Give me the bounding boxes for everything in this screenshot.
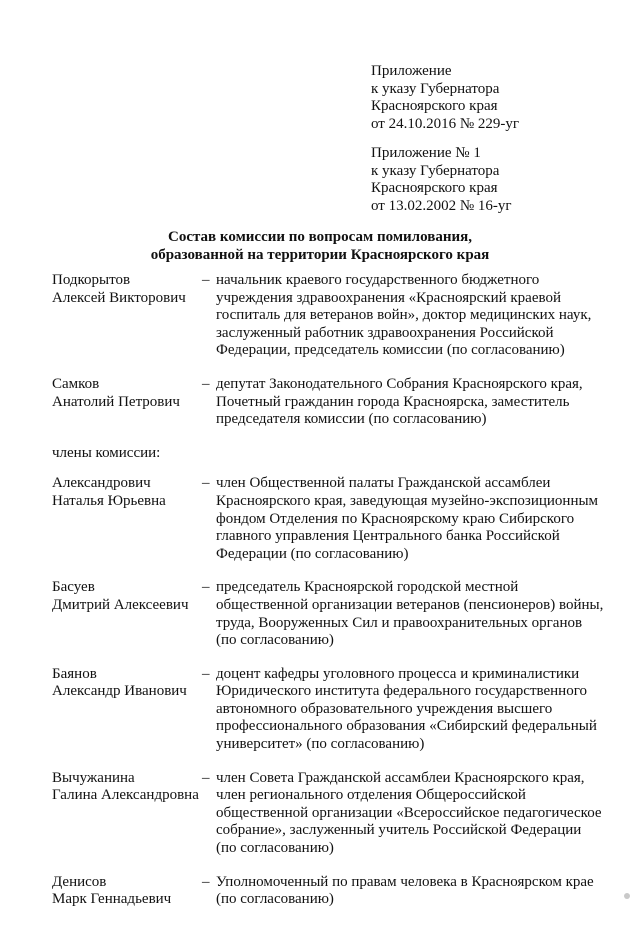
member-position-line: собрание», заслуженный учитель Российской Федерации	[216, 822, 582, 839]
member-position-line: член регионального отделения Общероссийской	[216, 787, 526, 804]
member-position-line: Федерации, председатель комиссии (по согласованию)	[216, 342, 565, 359]
member-name	[52, 666, 202, 754]
member-entry	[52, 770, 612, 858]
title-line: образованной на территории Красноярского края	[150, 247, 490, 263]
member-name-line: Алексей Викторович	[52, 289, 186, 306]
member-position-line: заслуженный работник здравоохранения Российской	[216, 324, 554, 341]
dash-separator: –	[202, 873, 210, 890]
member-position-line: доцент кафедры уголовного процесса и криминалистики	[216, 665, 580, 682]
member-name-line: Дмитрий Алексеевич	[52, 596, 189, 613]
member-name-line: Самков	[52, 375, 100, 392]
appendix-line: от 24.10.2016 № 229-уг	[371, 115, 520, 132]
member-name	[52, 579, 202, 649]
member-name-line: Подкорытов	[52, 272, 131, 288]
members-section-label: члены комиссии:	[52, 444, 161, 461]
commission-members	[52, 475, 612, 908]
member-position-line: (по согласованию)	[216, 632, 334, 649]
appendix-line: к указу Губернатора	[371, 80, 500, 97]
member-position-line: начальник краевого государственного бюджетного	[216, 272, 540, 288]
member-name	[52, 770, 202, 858]
appendix-line: к указу Губернатора	[371, 162, 500, 179]
member-name-line: Басуев	[52, 579, 95, 596]
dash-separator: –	[202, 272, 210, 288]
member-position	[216, 272, 612, 360]
member-name	[52, 874, 202, 909]
member-position	[216, 874, 612, 909]
member-position-line: (по согласованию)	[216, 840, 334, 857]
member-position-line: член Общественной палаты Гражданской ассамблеи	[216, 475, 551, 492]
member-entry	[52, 376, 612, 429]
appendix-line: Приложение № 1	[371, 145, 481, 161]
member-name-line: Марк Геннадьевич	[52, 891, 172, 908]
member-position	[216, 579, 612, 649]
member-position-line: госпиталь для ветеранов войн», доктор медицинских наук,	[216, 307, 592, 324]
member-name	[52, 376, 202, 429]
commission-leaders	[52, 272, 612, 429]
dash-separator: –	[202, 475, 210, 492]
member-position-line: Красноярского края, заведующая музейно-экспозиционным	[216, 492, 599, 509]
document-title	[0, 228, 640, 264]
member-name-line: Галина Александровна	[52, 787, 199, 804]
member-position-line: (по согласованию)	[216, 891, 334, 908]
member-name-line: Наталья Юрьевна	[52, 492, 166, 509]
member-name-line: Вычужанина	[52, 769, 135, 786]
member-entry	[52, 666, 612, 754]
member-entry	[52, 874, 612, 909]
member-position-line: председателя комиссии (по согласованию)	[216, 411, 487, 428]
member-position-line: депутат Законодательного Собрания Красноярского края,	[216, 375, 583, 392]
member-position-line: член Совета Гражданской ассамблеи Красноярского края,	[216, 769, 585, 786]
member-position	[216, 666, 612, 754]
member-position-line: университет» (по согласованию)	[216, 736, 425, 753]
member-name-line: Баянов	[52, 665, 97, 682]
appendix-line: Красноярского края	[371, 180, 498, 197]
member-name-line: Александр Иванович	[52, 683, 187, 700]
member-position	[216, 376, 612, 429]
member-position-line: Федерации (по согласованию)	[216, 545, 409, 562]
member-position-line: учреждения здравоохранения «Красноярский краевой	[216, 289, 561, 306]
dash-separator: –	[202, 375, 210, 392]
member-entry	[52, 272, 612, 360]
member-position-line: общественной организации ветеранов (пенсионеров) войны,	[216, 596, 604, 613]
member-entry	[52, 475, 612, 563]
member-name	[52, 272, 202, 360]
member-position-line: общественной организации «Всероссийское педагогическое	[216, 804, 602, 821]
member-position-line: фондом Отделения по Красноярскому краю Сибирского	[216, 510, 575, 527]
member-name-line: Денисов	[52, 873, 107, 890]
appendix-original-decree	[371, 145, 631, 215]
member-position	[216, 770, 612, 858]
member-position-line: главного управления Центрального банка Российской	[216, 528, 560, 545]
member-position-line: председатель Красноярской городской местной	[216, 579, 519, 596]
member-name-line: Анатолий Петрович	[52, 393, 180, 410]
dash-separator: –	[202, 769, 210, 786]
member-position-line: профессионального образования «Сибирский федеральный	[216, 718, 597, 735]
dash-separator: –	[202, 579, 210, 596]
member-name-line: Александрович	[52, 475, 151, 492]
member-position-line: Юридического института федерального государственного	[216, 683, 587, 700]
appendix-line: Красноярского края	[371, 98, 498, 115]
appendix-line: от 13.02.2002 № 16-уг	[371, 197, 512, 214]
page-corner-mark	[624, 893, 630, 899]
member-position-line: Уполномоченный по правам человека в Красноярском крае	[216, 873, 594, 890]
member-name	[52, 475, 202, 563]
member-position-line: труда, Вооруженных Сил и правоохранительных органов	[216, 614, 583, 631]
title-line: Состав комиссии по вопросам помилования,	[168, 229, 472, 245]
member-position-line: автономного образовательного учреждения высшего	[216, 700, 553, 717]
member-entry	[52, 579, 612, 649]
appendix-line: Приложение	[371, 63, 452, 79]
dash-separator: –	[202, 665, 210, 682]
member-position-line: Почетный гражданин города Красноярска, заместитель	[216, 393, 570, 410]
member-position	[216, 475, 612, 563]
appendix-current-decree	[371, 63, 631, 133]
commission-members-list	[52, 272, 612, 925]
